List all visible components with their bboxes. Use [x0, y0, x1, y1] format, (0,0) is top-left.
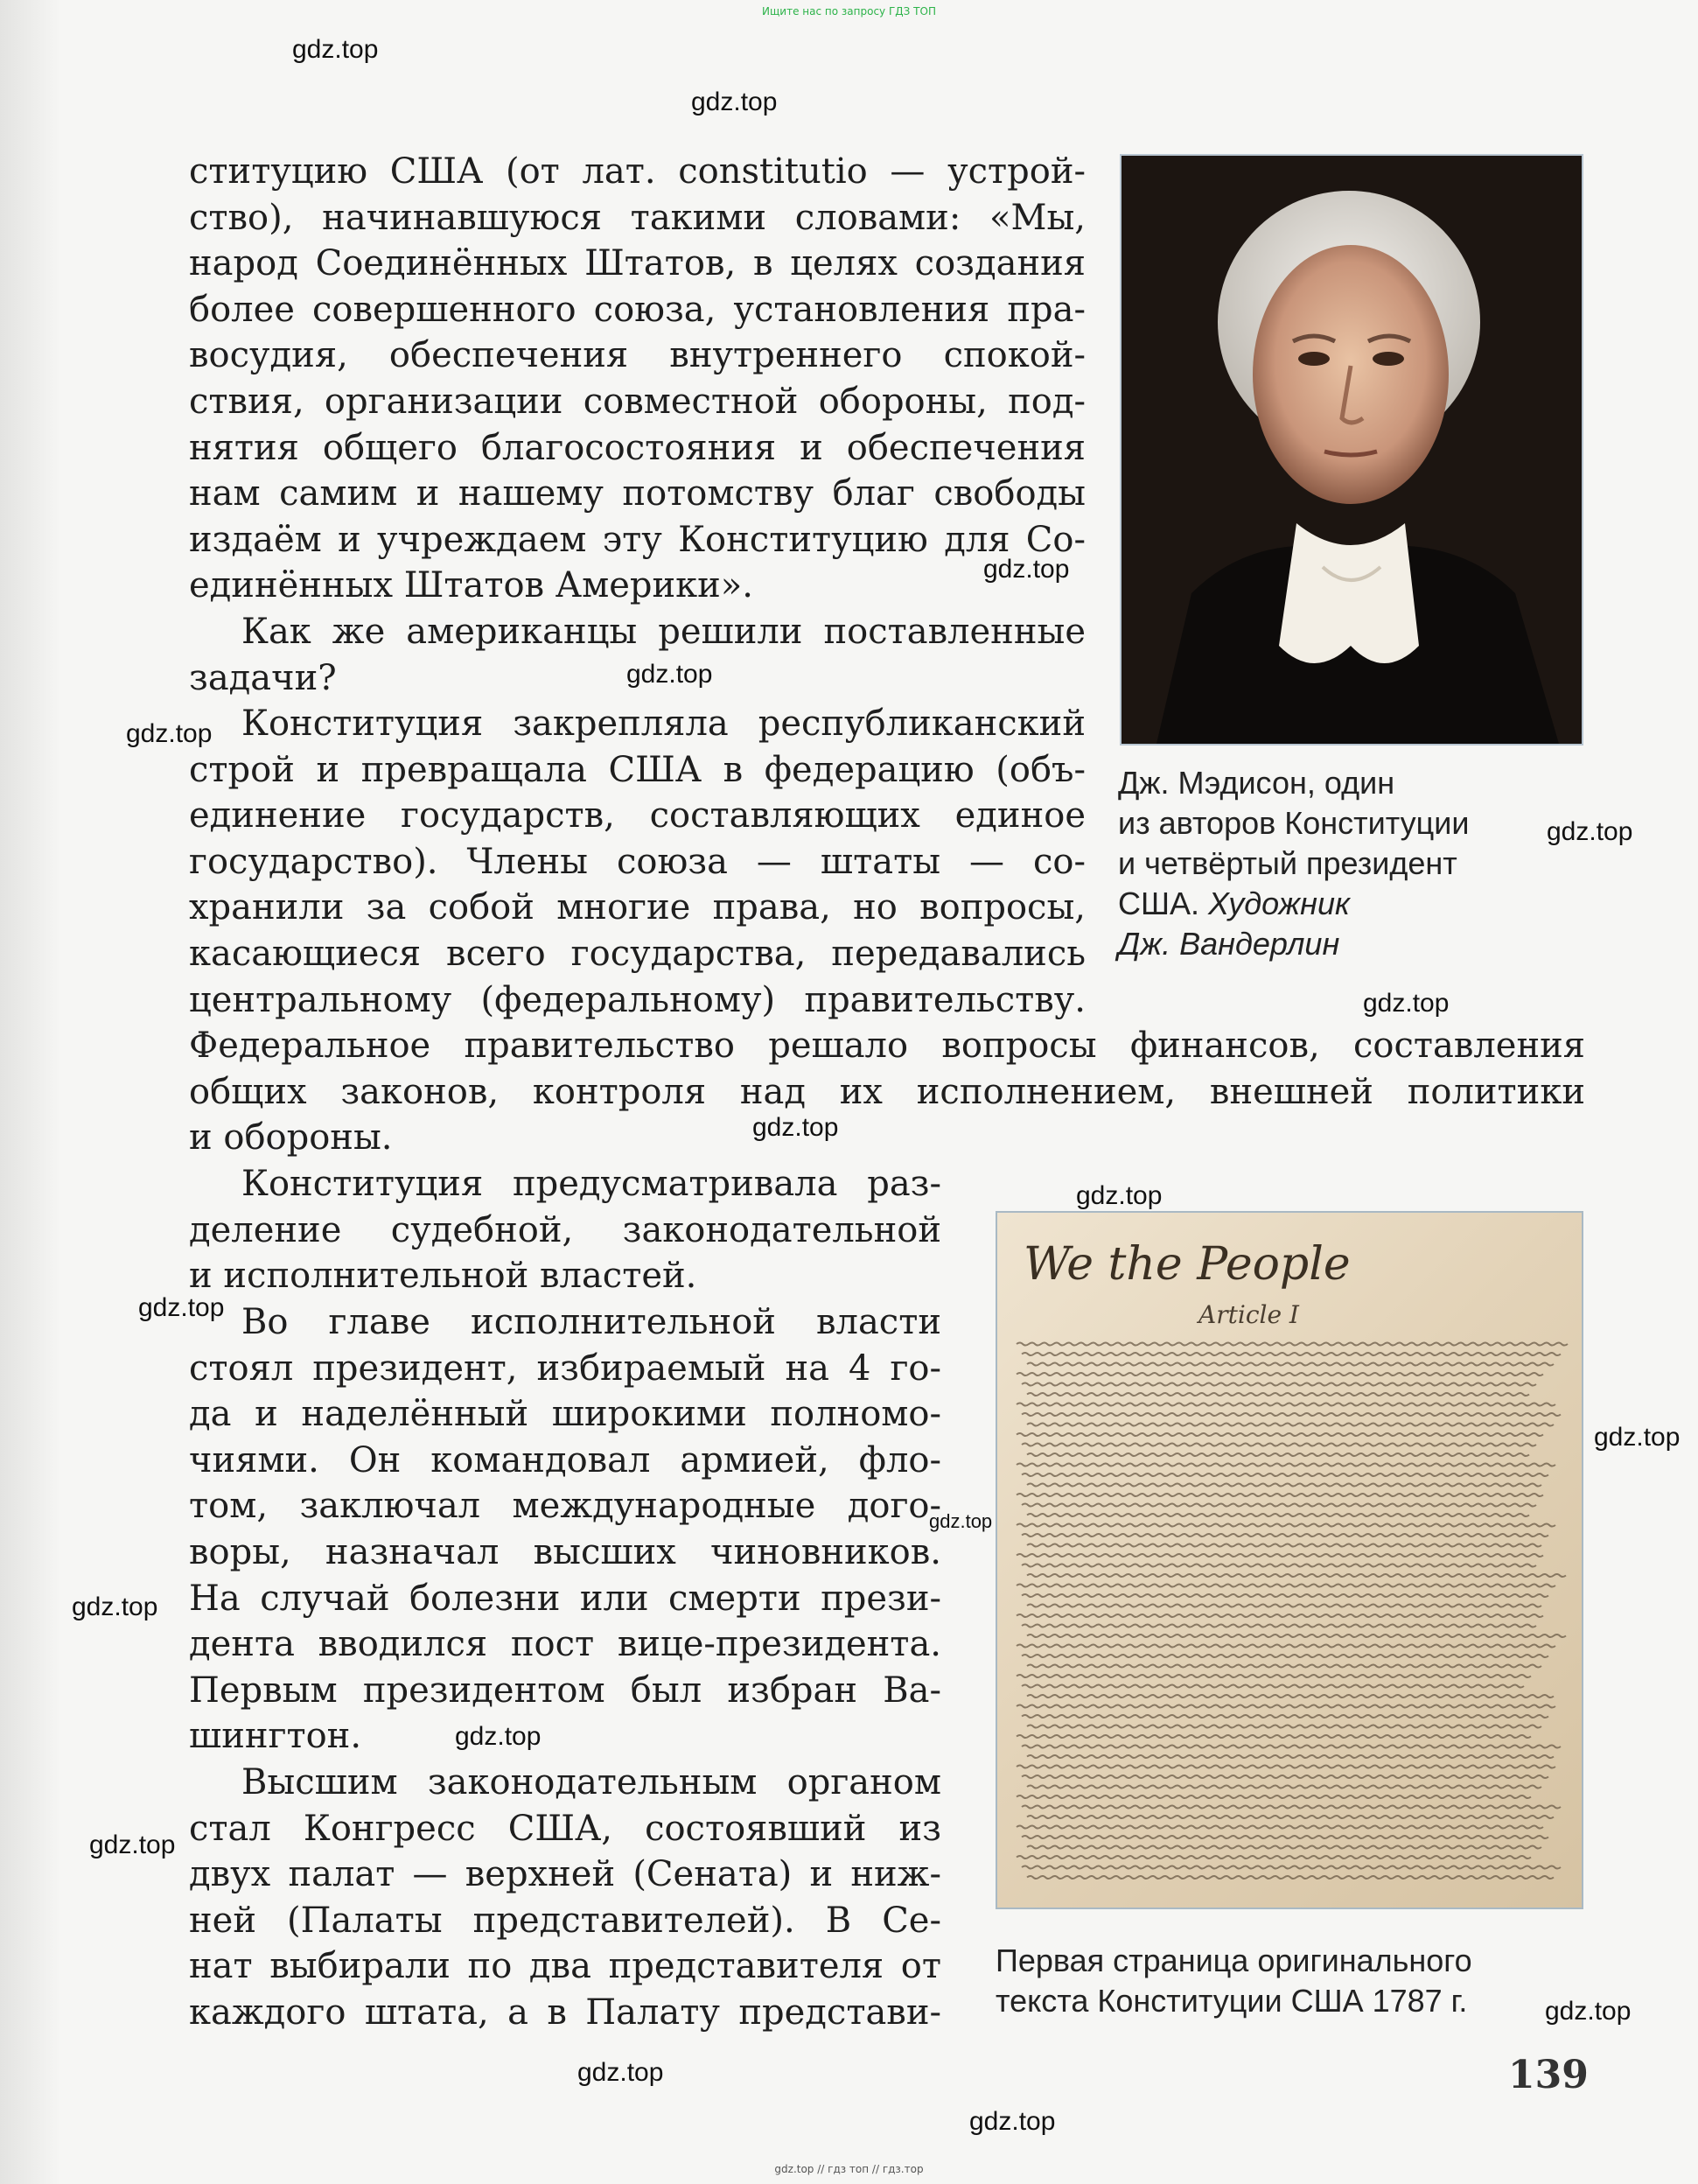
text-line: нятия общего благосостояния и обеспечения [189, 427, 1086, 468]
text-line: Как же американцы решили поставленные [241, 612, 1086, 652]
handwriting-line [1017, 1614, 1543, 1617]
paragraph-president [189, 1299, 941, 1760]
portrait-caption [1118, 763, 1573, 964]
handwriting-line [1022, 1866, 1561, 1869]
paragraph-separation-of-powers [189, 1161, 941, 1299]
handwriting-line [1022, 1594, 1548, 1597]
caption-artist-name: Дж. Вандерлин [1118, 926, 1340, 962]
text-line: каждого штата, а в Палату представи- [189, 1992, 941, 2033]
handwriting-line [1022, 1504, 1536, 1507]
handwriting-line [1022, 1806, 1561, 1809]
caption-line: текста Конституции США 1787 г. [996, 1983, 1468, 2019]
text-line: ней (Палаты представителей). В Се- [189, 1900, 941, 1941]
text-line: единение государств, составляющих единое [189, 795, 1086, 836]
handwriting-line [1017, 1464, 1555, 1466]
handwriting-line [1022, 1746, 1561, 1748]
caption-line: Первая страница оригинального [996, 1942, 1472, 1978]
watermark: gdz.top [1363, 989, 1450, 1018]
handwriting-line [1027, 1816, 1554, 1818]
handwriting-line [1027, 1695, 1554, 1698]
document-illustration [997, 1213, 1582, 1908]
page-number: 139 [1508, 2053, 1589, 2097]
text-line: да и наделённый широкими полномо- [189, 1394, 941, 1435]
watermark: gdz.top [1545, 1997, 1632, 2026]
caption-line [1118, 884, 1573, 924]
text-line: Конституция предусматривала раз- [241, 1164, 941, 1204]
text-line: издаём и учреждаем эту Конституцию для Со- [189, 519, 1086, 560]
text-line: деление судебной, законодательной [189, 1209, 941, 1250]
watermark: gdz.top [72, 1592, 158, 1621]
handwriting-line [1022, 1836, 1548, 1838]
paragraph-federation [189, 701, 1086, 1023]
page-edge-shadow [0, 0, 61, 2184]
handwriting-line [1017, 1826, 1543, 1829]
handwriting-line [1022, 1353, 1561, 1355]
handwriting-line [1017, 1766, 1555, 1768]
handwriting-line [1017, 1494, 1543, 1496]
handwriting-line [1027, 1755, 1554, 1758]
text-line: хранили за собой многие права, но вопросы, [189, 887, 1086, 928]
text-line: более совершенного союза, установления пра- [189, 289, 1086, 330]
handwriting-line [1022, 1534, 1548, 1536]
watermark: gdz.top [138, 1293, 225, 1322]
text-line: ствия, организации совместной обороны, под- [189, 381, 1086, 422]
text-line: воры, назначал высших чиновников. [189, 1531, 941, 1572]
text-line: стоял президент, избираемый на 4 го- [189, 1348, 941, 1389]
caption-line: Дж. Мэдисон, один [1118, 765, 1395, 801]
handwriting-line [1017, 1343, 1568, 1346]
handwriting-line [1027, 1544, 1541, 1547]
madison-portrait [1120, 154, 1583, 746]
paragraph-congress [189, 1760, 941, 2036]
text-line: нат выбирали по два представителя от [189, 1946, 941, 1987]
handwriting-line [1017, 1585, 1555, 1587]
watermark: gdz.top [969, 2107, 1056, 2136]
handwriting-line [1022, 1655, 1548, 1657]
handwriting-line [1027, 1846, 1541, 1849]
handwriting-line [1027, 1574, 1566, 1577]
handwriting-line [1017, 1524, 1555, 1527]
handwriting-line [1022, 1685, 1524, 1688]
text-line: касающиеся всего государства, передавались [189, 933, 1086, 974]
handwriting-line [1027, 1726, 1541, 1728]
text-line: нам самим и нашему потомству благ свободы [189, 473, 1086, 514]
text-line: народ Соединённых Штатов, в целях создания [189, 243, 1086, 284]
watermark: gdz.top [752, 1113, 839, 1142]
text-line: На случай болезни или смерти прези- [189, 1578, 941, 1619]
caption-text: США. [1118, 886, 1209, 921]
handwriting-line [1017, 1554, 1543, 1557]
handwriting-line [1022, 1564, 1536, 1567]
text-line: двух палат — верхней (Сената) и ниж- [189, 1854, 941, 1895]
handwriting-line [1027, 1605, 1541, 1607]
text-line: Первым президентом был избран Ва- [189, 1670, 941, 1711]
paragraph-federal-government [189, 1023, 1585, 1161]
text-line: Во главе исполнительной власти [241, 1302, 941, 1342]
text-line: строй и превращала США в федерацию (объ- [189, 749, 1086, 790]
text-line: том, заключал международные дого- [189, 1486, 941, 1527]
text-line: ституцию США (от лат. constitutio — устрой- [189, 151, 1086, 192]
watermark: gdz.top [1547, 817, 1633, 846]
watermark: gdz.top [1594, 1423, 1681, 1452]
text-line: государство). Члены союза — штаты — со- [189, 841, 1086, 882]
handwriting-line [1017, 1373, 1543, 1376]
watermark: gdz.top [126, 719, 213, 748]
text-line: общих законов, контроля над их исполнением, внешней политики [189, 1071, 1585, 1112]
watermark: gdz.top [292, 35, 379, 64]
footer-note: gdz.top // гдз топ // гдз.тор [774, 2163, 924, 2175]
handwriting-line [1027, 1393, 1529, 1396]
text-line: задачи? [189, 657, 337, 698]
handwriting-line [1022, 1413, 1561, 1416]
handwriting-line [1017, 1645, 1555, 1648]
handwriting-line [1017, 1675, 1531, 1677]
text-line: центральному (федеральному) правительству. [189, 979, 1086, 1020]
text-line: ство), начинавшуюся такими словами: «Мы, [189, 197, 1086, 238]
watermark: gdz.top [577, 2058, 664, 2087]
handwriting-line [1017, 1796, 1531, 1798]
handwriting-line [1027, 1424, 1554, 1426]
watermark: gdz.top [691, 88, 778, 116]
handwriting-line [1027, 1484, 1541, 1487]
text-line: Федеральное правительство решало вопросы финансов, составления [189, 1026, 1585, 1066]
text-line: и исполнительной властей. [189, 1256, 697, 1297]
handwriting-line [1017, 1404, 1555, 1406]
handwriting-line [1022, 1474, 1548, 1476]
caption-line: из авторов Конституции [1118, 805, 1470, 841]
watermark: gdz.top [983, 555, 1070, 584]
handwriting-line [1027, 1876, 1554, 1879]
handwriting-line [1022, 1775, 1548, 1778]
handwriting-line [1022, 1444, 1536, 1446]
handwriting-line [1027, 1634, 1566, 1637]
watermark: gdz.top [626, 660, 713, 689]
handwriting-line [1022, 1383, 1536, 1386]
handwriting-line [1027, 1453, 1529, 1456]
document-heading: We the People [1024, 1238, 1351, 1291]
watermark: gdz.top [929, 1510, 993, 1532]
watermark: gdz.top [89, 1830, 176, 1859]
handwriting-line [1027, 1514, 1529, 1516]
watermark: gdz.top [1076, 1181, 1163, 1210]
handwriting-line [1022, 1625, 1536, 1628]
document-subheading: Article I [1198, 1300, 1299, 1329]
text-line: Конституция закрепляла республиканский [241, 704, 1086, 744]
text-line: и обороны. [189, 1117, 393, 1158]
constitution-document-image [996, 1211, 1583, 1909]
text-line: дента вводился пост вице-президента. [189, 1624, 941, 1665]
text-line: единённых Штатов Америки». [189, 565, 753, 606]
handwriting-line [1017, 1705, 1555, 1708]
caption-line: и четвёртый президент [1118, 845, 1457, 881]
handwriting-line [1027, 1665, 1541, 1668]
handwriting-line [1027, 1363, 1554, 1366]
header-note: Ищите нас по запросу ГДЗ ТОП [762, 5, 936, 18]
watermark: gdz.top [455, 1722, 542, 1751]
text-line: восудия, обеспечения внутреннего спокой- [189, 335, 1086, 376]
text-line: стал Конгресс США, состоявший из [189, 1808, 941, 1849]
handwriting-line [1027, 1786, 1541, 1788]
document-caption [996, 1941, 1625, 2021]
portrait-illustration [1122, 156, 1582, 744]
text-line: чиями. Он командовал армией, фло- [189, 1439, 941, 1480]
handwriting-line [1022, 1715, 1548, 1718]
text-line: Высшим законодательным органом [241, 1762, 941, 1802]
text-line: шингтон. [189, 1716, 362, 1757]
handwriting-line [1017, 1856, 1531, 1858]
paragraph-constitution-preamble [189, 149, 1086, 609]
caption-artist-label: Художник [1208, 886, 1350, 921]
handwriting-line [1017, 1735, 1531, 1738]
handwriting-line [1017, 1433, 1543, 1436]
